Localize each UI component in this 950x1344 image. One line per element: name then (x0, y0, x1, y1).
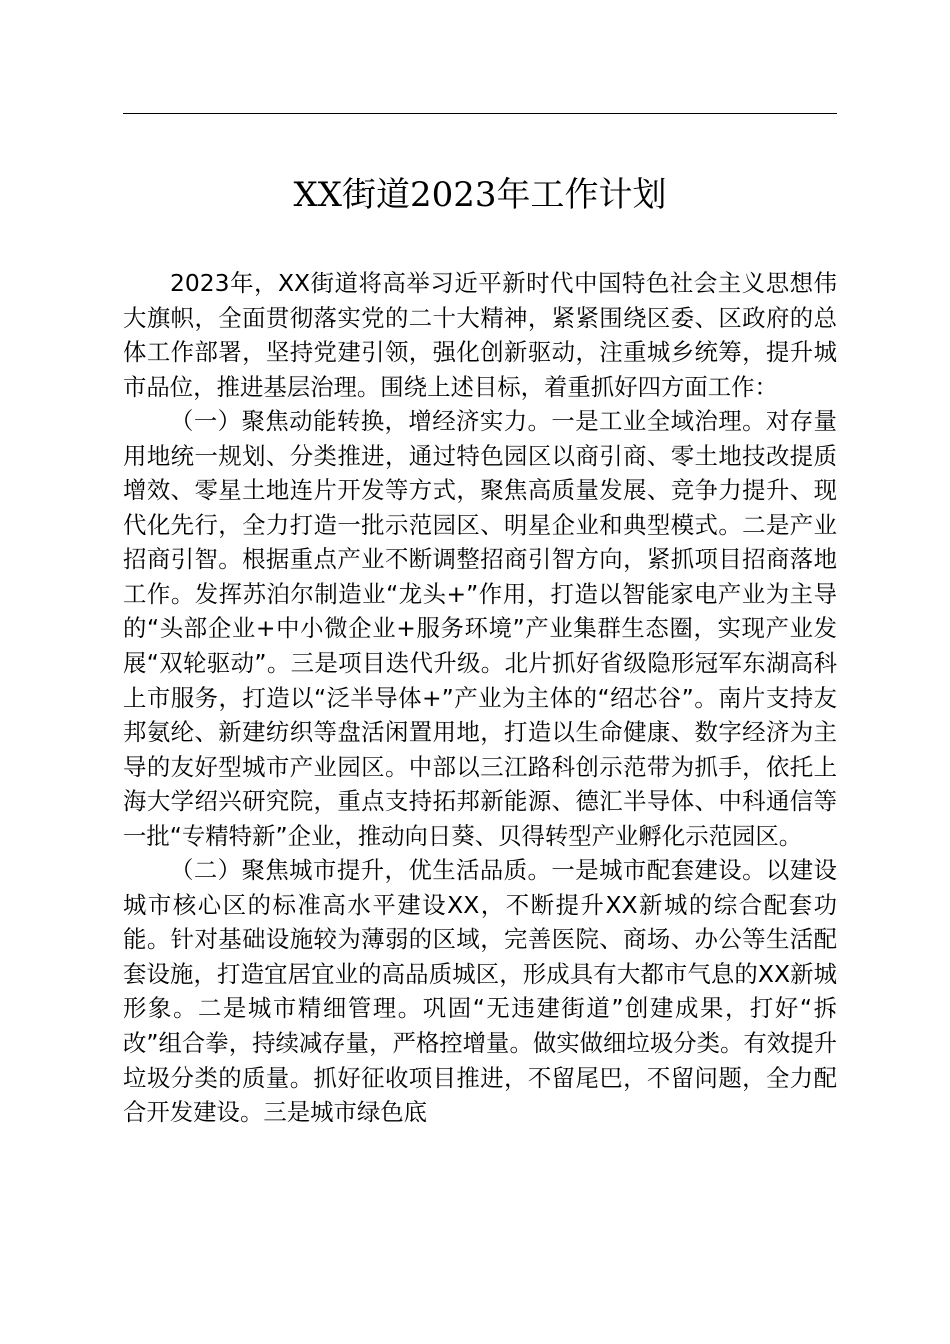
document-title: XX街道2023年工作计划 (293, 175, 667, 215)
paragraph-section-2: （二）聚焦城市提升，优生活品质。一是城市配套建设。以建设城市核心区的标准高水平建设XX，不断提升XX新城的综合配套功能。针对基础设施较为薄弱的区域，完善医院、商场、办公等生活配套设施，打造宜居宜业的高品质城区，形成具有大都市气息的XX新城形象。二是城市精细管理。巩固“无违建街道”创建成果，打好“拆改”组合拳，持续减存量，严格控增量。做实做细垃圾分类。有效提升垃圾分类的质量。抓好征收项目推进，不留尾巴，不留问题，全力配合开发建设。三是城市绿色底 (123, 856, 837, 1127)
document-body (123, 266, 837, 1130)
paragraph-intro: 2023年，XX街道将高举习近平新时代中国特色社会主义思想伟大旗帜，全面贯彻落实党的二十大精神，紧紧围绕区委、区政府的总体工作部署，坚持党建引领，强化创新驱动，注重城乡统筹，提升城市品位，推进基层治理。围绕上述目标，着重抓好四方面工作： (123, 269, 837, 401)
header-rule (123, 113, 837, 114)
paragraph-section-1: （一）聚焦动能转换，增经济实力。一是工业全域治理。对存量用地统一规划、分类推进，通过特色园区以商引商、零土地技改提质增效、零星土地连片开发等方式，聚焦高质量发展、竞争力提升、现代化先行，全力打造一批示范园区、明星企业和典型模式。二是产业招商引智。根据重点产业不断调整招商引智方向，紧抓项目招商落地工作。发挥苏泊尔制造业“龙头+”作用，打造以智能家电产业为主导的“头部企业+中小微企业+服务环境”产业集群生态圈，实现产业发展“双轮驱动”。三是项目迭代升级。北片抓好省级隐形冠军东湖高科上市服务，打造以“泛半导体+”产业为主体的“绍芯谷”。南片支持友邦氨纶、新建纺织等盘活闲置用地，打造以生命健康、数字经济为主导的友好型城市产业园区。中部以三江路科创示范带为抓手，依托上海大学绍兴研究院，重点支持拓邦新能源、德汇半导体、中科通信等一批“专精特新”企业，推动向日葵、贝得转型产业孵化示范园区。 (123, 407, 837, 850)
